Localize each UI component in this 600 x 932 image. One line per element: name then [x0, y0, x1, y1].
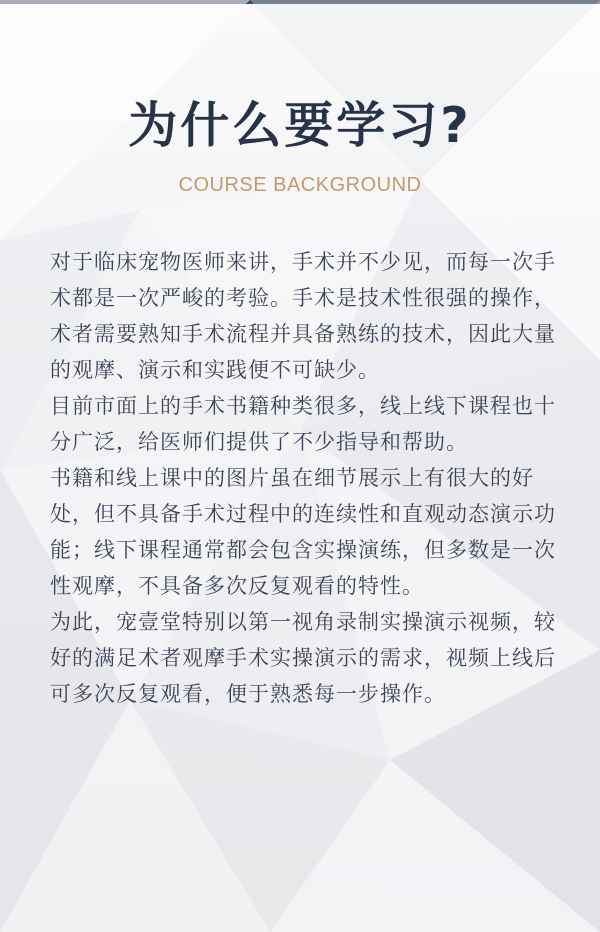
paragraph-2: 目前市面上的手术书籍种类很多，线上线下课程也十分广泛，给医师们提供了不少指导和帮助。: [50, 394, 556, 454]
paragraph-4: 为此，宠壹堂特别以第一视角录制实操演示视频，较好的满足术者观摩手术实操演示的需求，视频上线后可多次反复观看，便于熟悉每一步操作。: [50, 610, 556, 706]
paragraph-3: 书籍和线上课中的图片虽在细节展示上有很大的好处，但不具备手术过程中的连续性和直观动态演示功能；线下课程通常都会包含实操演练，但多数是一次性观摩，不具备多次反复观看的特性。: [50, 466, 556, 598]
paragraph-1: 对于临床宠物医师来讲，手术并不少见，而每一次手术都是一次严峻的考验。手术是技术性很强的操作，术者需要熟知手术流程并具备熟练的技术，因此大量的观摩、演示和实践便不可缺少。: [50, 250, 556, 382]
body-text: [50, 244, 560, 712]
page-subtitle: COURSE BACKGROUND: [178, 174, 422, 196]
page-title: 为什么要学习?: [128, 97, 472, 154]
